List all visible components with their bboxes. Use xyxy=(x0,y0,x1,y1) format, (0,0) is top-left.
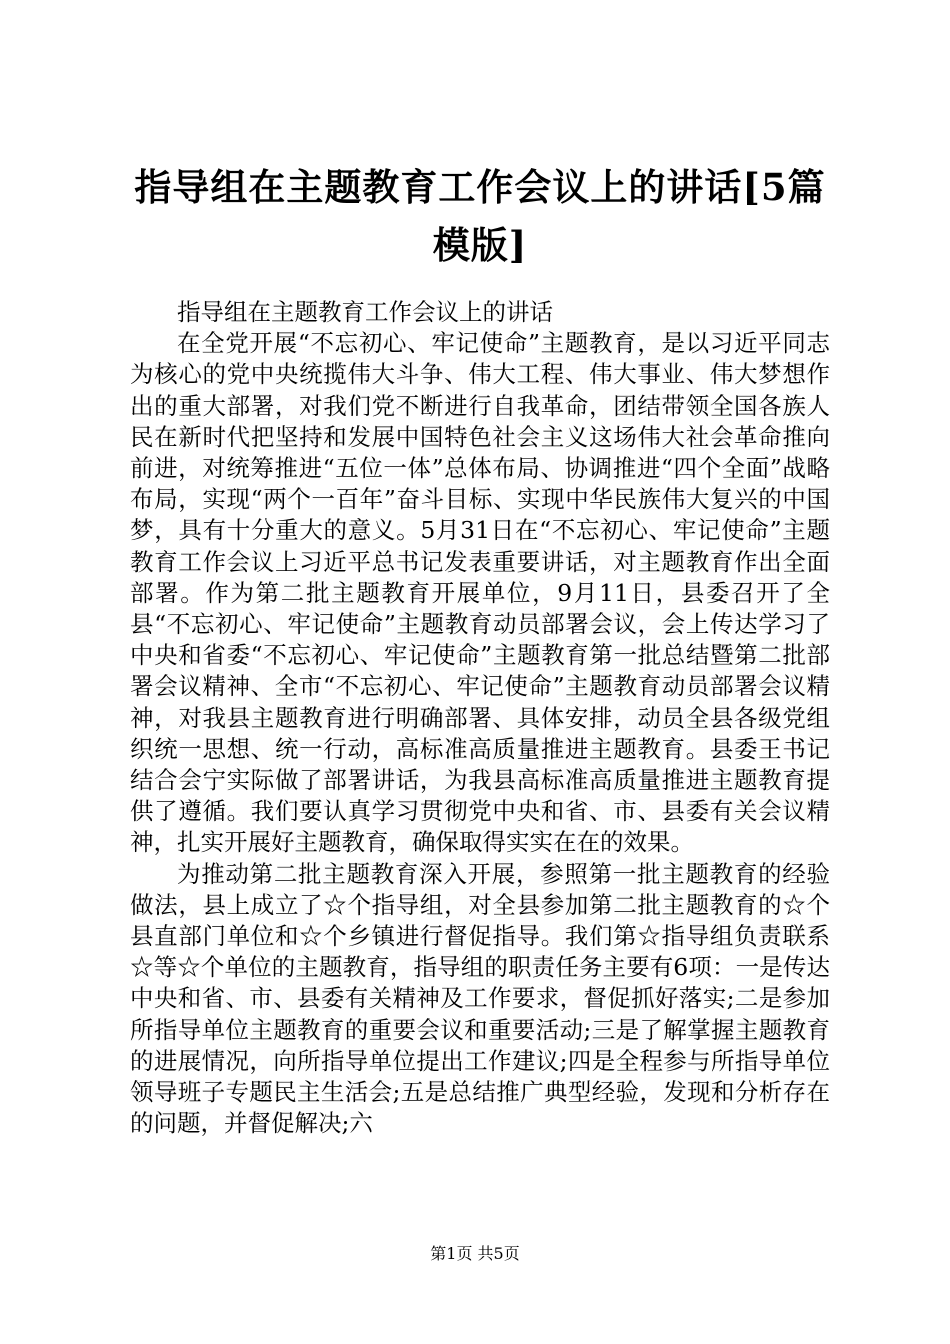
document-body xyxy=(130,297,830,1139)
document-subtitle: 指导组在主题教育工作会议上的讲话 xyxy=(177,298,553,326)
body-paragraph: 为推动第二批主题教育深入开展，参照第一批主题教育的经验做法，县上成立了☆个指导组，对全县参加第二批主题教育的☆个县直部门单位和☆个乡镇进行督促指导。我们第☆指导组负责联系☆等☆个单位的主题教育，指导组的职责任务主要有6项：一是传达中央和省、市、县委有关精神及工作要求，督促抓好落实;二是参加所指导单位主题教育的重要会议和重要活动;三是了解掌握主题教育的进展情况，向所指导单位提出工作建议;四是全程参与所指导单位领导班子专题民主生活会;五是总结推广典型经验，发现和分析存在的问题，并督促解决;六 xyxy=(130,859,830,1138)
body-paragraph: 在全党开展“不忘初心、牢记使命”主题教育，是以习近平同志为核心的党中央统揽伟大斗争、伟大工程、伟大事业、伟大梦想作出的重大部署，对我们党不断进行自我革命，团结带领全国各族人民在新时代把坚持和发展中国特色社会主义这场伟大社会革命推向前进，对统筹推进“五位一体”总体布局、协调推进“四个全面”战略布局，实现“两个一百年”奋斗目标、实现中华民族伟大复兴的中国梦，具有十分重大的意义。5月31日在“不忘初心、牢记使命”主题教育工作会议上习近平总书记发表重要讲话，对主题教育作出全面部署。作为第二批主题教育开展单位，9月11日，县委召开了全县“不忘初心、牢记使命”主题教育动员部署会议，会上传达学习了中央和省委“不忘初心、牢记使命”主题教育第一批总结暨第二批部署会议精神、全市“不忘初心、牢记使命”主题教育动员部署会议精神，对我县主题教育进行明确部署、具体安排，动员全县各级党组织统一思想、统一行动，高标准高质量推进主题教育。县委王书记结合会宁实际做了部署讲话，为我县高标准高质量推进主题教育提供了遵循。我们要认真学习贯彻党中央和省、市、县委有关会议精神，扎实开展好主题教育，确保取得实实在在的效果。 xyxy=(130,329,830,857)
page-number-footer: 第1页 共5页 xyxy=(430,1244,520,1263)
document-title: 指导组在主题教育工作会议上的讲话[5篇模版] xyxy=(134,165,826,267)
